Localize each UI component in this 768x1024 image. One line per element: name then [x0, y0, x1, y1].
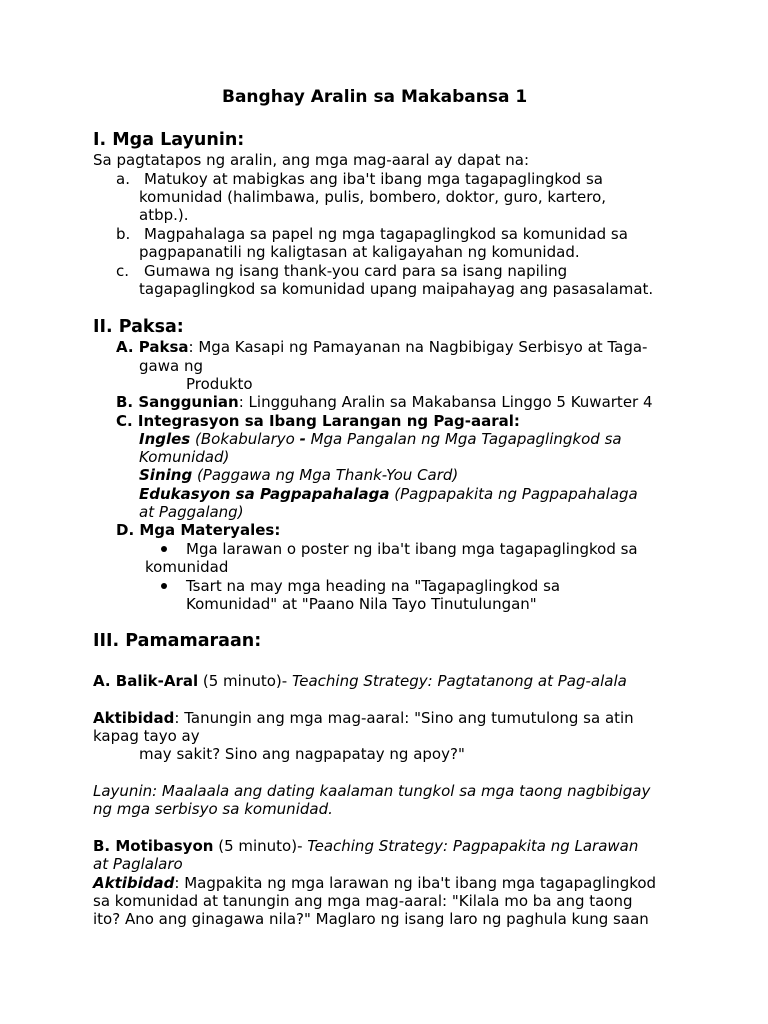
aktibidad-1-text: : Tanungin ang mga mag-aaral: "Sino ang tumutulong sa atin	[174, 709, 634, 727]
motibasyon-time: (5 minuto)-	[213, 837, 308, 855]
paksa-b-label: B. Sanggunian	[116, 393, 239, 411]
ingles-text: (Bokabularyo	[190, 430, 300, 448]
list-item-b-line2: pagpapanatili ng kaligtasan at kaligayahan ng komunidad.	[139, 243, 580, 261]
motibasyon-strategy: Teaching Strategy: Pagpapakita ng Larawan	[307, 837, 639, 855]
integration-ingles	[139, 430, 622, 448]
list-label-a: a.	[116, 170, 130, 188]
paksa-a-text: : Mga Kasapi ng Pamayanan na Nagbibigay Serbisyo at Taga-	[188, 338, 648, 356]
section-heading-layunin: I. Mga Layunin:	[93, 130, 245, 150]
material-1-line1: Mga larawan o poster ng iba't ibang mga tagapaglingkod sa	[186, 540, 638, 558]
motibasyon-line2: at Paglalaro	[93, 855, 183, 873]
paksa-a-label: A. Paksa	[116, 338, 189, 356]
motibasyon-line	[93, 837, 638, 855]
aktibidad-2-line2: sa komunidad at tanungin ang mga mag-aaral: "Kilala mo ba ang taong	[93, 892, 633, 910]
aktibidad-1-line1	[93, 709, 634, 727]
balik-aral-label: A. Balik-Aral	[93, 672, 199, 690]
list-item-c-line1: Gumawa ng isang thank-you card para sa isang napiling	[144, 262, 568, 280]
list-label-c: c.	[116, 262, 130, 280]
sining-text: (Paggawa ng Mga Thank-You Card)	[192, 466, 459, 484]
layunin-note-line2: ng mga serbisyo sa komunidad.	[93, 800, 333, 818]
list-item-b-line1: Magpahalaga sa papel ng mga tagapaglingkod sa komunidad sa	[144, 225, 628, 243]
layunin-intro: Sa pagtatapos ng aralin, ang mga mag-aaral ay dapat na:	[93, 151, 530, 169]
paksa-line-b	[116, 393, 653, 411]
paksa-line-a	[116, 338, 647, 356]
motibasyon-label: B. Motibasyon	[93, 837, 214, 855]
material-2-line2: Komunidad" at "Paano Nila Tayo Tinutulungan"	[186, 595, 537, 613]
paksa-a-line3: Produkto	[186, 375, 253, 393]
bullet-icon	[161, 546, 167, 552]
paksa-c-label: C. Integrasyon sa Ibang Larangan ng Pag-aaral:	[116, 412, 520, 430]
integration-edukasyon	[139, 485, 638, 503]
document-title: Banghay Aralin sa Makabansa 1	[222, 87, 528, 107]
list-item-a-line2: komunidad (halimbawa, pulis, bombero, doktor, guro, kartero,	[139, 188, 607, 206]
aktibidad-1-label: Aktibidad	[93, 709, 175, 727]
integration-sining	[139, 466, 458, 484]
ingles-dash: -	[299, 430, 306, 448]
list-item-a-line3: atbp.).	[139, 206, 189, 224]
material-2-line1: Tsart na may mga heading na "Tagapaglingkod sa	[186, 577, 561, 595]
aktibidad-1-line3: may sakit? Sino ang nagpapatay ng apoy?"	[139, 745, 465, 763]
section-heading-paksa: II. Paksa:	[93, 317, 184, 337]
list-item-a-line1: Matukoy at mabigkas ang iba't ibang mga tagapaglingkod sa	[144, 170, 603, 188]
list-item-c-line2: tagapaglingkod sa komunidad upang maipahayag ang pasasalamat.	[139, 280, 654, 298]
aktibidad-2-label: Aktibidad	[93, 874, 175, 892]
balik-aral-line	[93, 672, 627, 690]
section-heading-pamamaraan: III. Pamamaraan:	[93, 631, 262, 651]
edukasyon-label: Edukasyon sa Pagpapahalaga	[139, 485, 390, 503]
balik-aral-strategy: Teaching Strategy: Pagtatanong at Pag-alala	[291, 672, 627, 690]
bullet-icon	[161, 583, 167, 589]
paksa-d-label: D. Mga Materyales:	[116, 521, 281, 539]
layunin-note-line1: Layunin: Maalaala ang dating kaalaman tungkol sa mga taong nagbibigay	[93, 782, 651, 800]
ingles-line2: Komunidad)	[139, 448, 230, 466]
sining-label: Sining	[139, 466, 193, 484]
paksa-a-line2: gawa ng	[139, 357, 203, 375]
paksa-b-text: : Lingguhang Aralin sa Makabansa Linggo 5 Kuwarter 4	[238, 393, 653, 411]
material-1-line2: komunidad	[145, 558, 229, 576]
ingles-label: Ingles	[139, 430, 191, 448]
balik-aral-time: (5 minuto)-	[198, 672, 292, 690]
edukasyon-line2: at Paggalang)	[139, 503, 244, 521]
aktibidad-2-line3: ito? Ano ang ginagawa nila?" Maglaro ng isang laro ng paghula kung saan	[93, 910, 649, 928]
ingles-text2: Mga Pangalan ng Mga Tagapaglingkod sa	[305, 430, 622, 448]
list-label-b: b.	[116, 225, 131, 243]
aktibidad-2-line1	[93, 874, 656, 892]
aktibidad-2-text: : Magpakita ng mga larawan ng iba't ibang mga tagapaglingkod	[174, 874, 657, 892]
edukasyon-text: (Pagpapakita ng Pagpapahalaga	[389, 485, 638, 503]
aktibidad-1-line2: kapag tayo ay	[93, 727, 200, 745]
